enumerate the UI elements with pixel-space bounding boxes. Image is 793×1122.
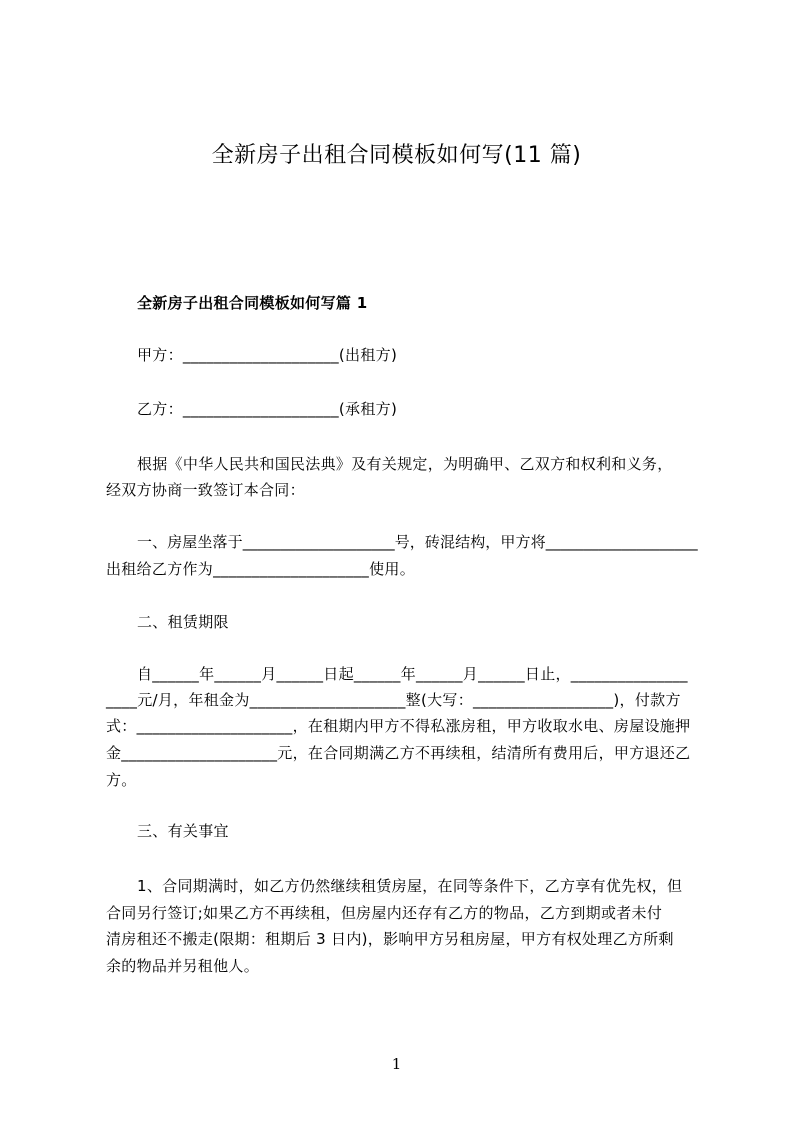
preamble-line-2: 经双方协商一致签订本合同： xyxy=(106,481,305,499)
clause-3-heading: 三、有关事宜 xyxy=(137,822,229,840)
page-number: 1 xyxy=(391,1055,402,1073)
clause-2-line-4: 金____________________元，在合同期满乙方不再续租，结清所有费用后，甲方退还乙 xyxy=(106,744,691,762)
clause-2-line-1: 自______年______月______日起______年______月______日止，_______________ xyxy=(137,665,688,683)
clause-1-line-2: 出租给乙方作为____________________使用。 xyxy=(106,560,416,578)
party-a-line: 甲方：____________________(出租方) xyxy=(137,346,398,364)
section-heading: 全新房子出租合同模板如何写篇 1 xyxy=(137,294,368,312)
clause-3-item-1-line-2: 合同另行签订;如果乙方不再续租，但房屋内还存有乙方的物品，乙方到期或者未付 xyxy=(106,904,663,922)
party-b-line: 乙方：____________________(承租方) xyxy=(137,400,398,418)
clause-2-line-2: ____元/月，年租金为____________________整(大写：__________________)，付款方 xyxy=(106,691,681,709)
clause-3-item-1-line-3: 清房租还不搬走(限期：租期后 3 日内)，影响甲方另租房屋，甲方有权处理乙方所剩 xyxy=(106,930,674,948)
clause-2-line-3: 式：____________________，在租期内甲方不得私涨房租，甲方收取水电、房屋设施押 xyxy=(106,717,691,735)
document-title: 全新房子出租合同模板如何写(11 篇) xyxy=(211,143,582,168)
clause-2-heading: 二、租赁期限 xyxy=(137,613,229,631)
clause-3-item-1-line-4: 余的物品并另租他人。 xyxy=(106,957,260,975)
preamble-line-1: 根据《中华人民共和国民法典》及有关规定，为明确甲、乙双方和权利和义务， xyxy=(137,455,673,473)
clause-2-line-5: 方。 xyxy=(106,771,137,789)
clause-3-item-1-line-1: 1、合同期满时，如乙方仍然继续租赁房屋，在同等条件下，乙方享有优先权，但 xyxy=(137,877,683,895)
clause-1-line-1: 一、房屋坐落于____________________号，砖混结构，甲方将____________________ xyxy=(137,533,698,551)
